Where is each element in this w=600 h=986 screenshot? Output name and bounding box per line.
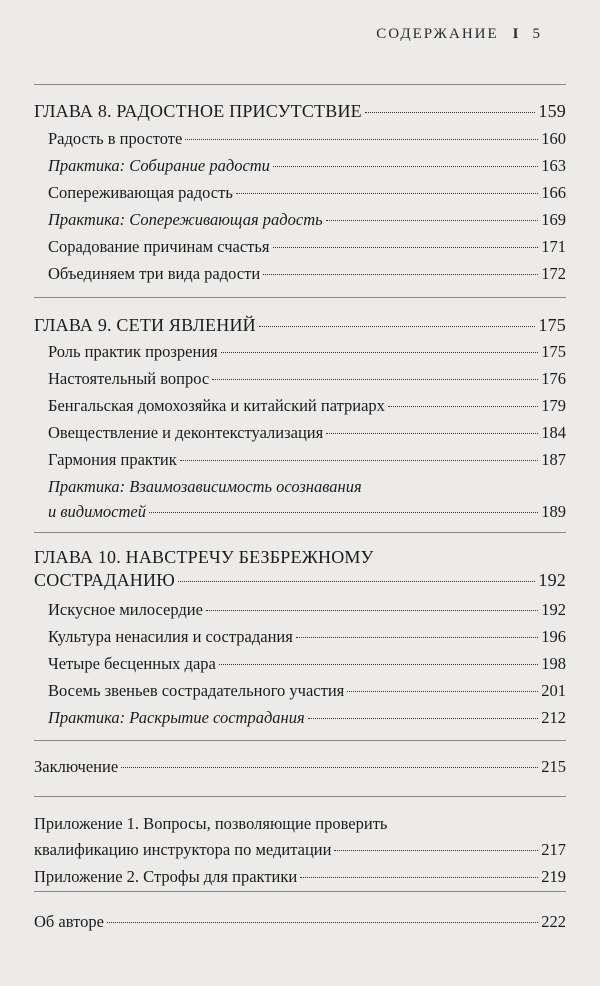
toc-chapter-8[interactable] xyxy=(34,100,566,122)
dot-leader xyxy=(308,718,539,719)
toc-page-number: 166 xyxy=(541,183,566,202)
section-rule xyxy=(34,796,566,797)
dot-leader xyxy=(365,112,536,113)
toc-chapter-9[interactable] xyxy=(34,314,566,336)
toc-entry[interactable] xyxy=(34,263,566,285)
toc-entry[interactable] xyxy=(34,449,566,471)
dot-leader xyxy=(219,664,538,665)
toc-page-number: 196 xyxy=(541,627,566,646)
toc-page-number: 198 xyxy=(541,654,566,673)
dot-leader xyxy=(149,512,538,513)
running-head-section: СОДЕРЖАНИЕ xyxy=(376,26,499,42)
toc-entry-title-line2: и видимостей xyxy=(48,502,146,521)
toc-entry-title: Настоятельный вопрос xyxy=(48,369,210,388)
toc-page-number: 187 xyxy=(541,450,566,469)
toc-entry-title-line2: квалификацию инструктора по медитации xyxy=(34,840,332,859)
toc-page-number: 219 xyxy=(541,867,566,886)
toc-entry-title: ГЛАВА 8. РАДОСТНОЕ ПРИСУТСТВИЕ xyxy=(34,101,362,121)
toc-page-number: 201 xyxy=(541,681,566,700)
dot-leader xyxy=(107,922,538,923)
dot-leader xyxy=(273,247,539,248)
toc-entry[interactable] xyxy=(34,236,566,258)
toc-page-number: 222 xyxy=(541,912,566,931)
toc-entry-title: Бенгальская домохозяйка и китайский патриарх xyxy=(48,396,385,415)
toc-entry[interactable] xyxy=(34,422,566,444)
toc-about-author[interactable] xyxy=(34,911,566,933)
toc-page-number: 159 xyxy=(538,101,566,121)
dot-leader xyxy=(185,139,538,140)
dot-leader xyxy=(259,326,536,327)
toc-page-number: 175 xyxy=(541,342,566,361)
toc-entry-practice[interactable] xyxy=(34,209,566,231)
toc-appendix-1-line1[interactable]: Приложение 1. Вопросы, позволяющие проверить xyxy=(34,814,388,833)
toc-page-number: 163 xyxy=(541,156,566,175)
toc-entry-title: Заключение xyxy=(34,757,119,776)
dot-leader xyxy=(300,877,538,878)
toc-page-number: 192 xyxy=(541,600,566,619)
toc-entry[interactable] xyxy=(34,599,566,621)
running-head-divider: I xyxy=(512,26,519,42)
toc-entry-title: Об авторе xyxy=(34,912,104,931)
dot-leader xyxy=(180,460,538,461)
toc-page-number: 179 xyxy=(541,396,566,415)
toc-entry-title-line2: СОСТРАДАНИЮ xyxy=(34,570,175,590)
toc-entry-title: Практика: Собирание радости xyxy=(48,156,270,175)
dot-leader xyxy=(206,610,538,611)
toc-conclusion[interactable] xyxy=(34,756,566,778)
toc-entry-title: Восемь звеньев сострадательного участия xyxy=(48,681,345,700)
dot-leader xyxy=(221,352,539,353)
toc-entry-title: Радость в простоте xyxy=(48,129,183,148)
dot-leader xyxy=(236,193,538,194)
dot-leader xyxy=(273,166,538,167)
dot-leader xyxy=(326,433,538,434)
toc-entry-title: Овеществление и деконтекстуализация xyxy=(48,423,324,442)
toc-chapter-10-line1[interactable]: ГЛАВА 10. НАВСТРЕЧУ БЕЗБРЕЖНОМУ xyxy=(34,547,374,567)
running-head-page-number: 5 xyxy=(532,26,542,42)
toc-entry-title: Искусное милосердие xyxy=(48,600,203,619)
dot-leader xyxy=(347,691,538,692)
dot-leader xyxy=(388,406,538,407)
toc-entry[interactable] xyxy=(34,395,566,417)
toc-page-number: 184 xyxy=(541,423,566,442)
toc-entry[interactable] xyxy=(34,368,566,390)
toc-entry-title: Роль практик прозрения xyxy=(48,342,218,361)
toc-page-number: 169 xyxy=(541,210,566,229)
toc-entry[interactable] xyxy=(34,626,566,648)
toc-entry-title-line1[interactable]: Практика: Взаимозависимость осознавания xyxy=(48,477,362,496)
toc-page-number: 160 xyxy=(541,129,566,148)
toc-entry-title: Сопереживающая радость xyxy=(48,183,233,202)
toc-entry-title: Объединяем три вида радости xyxy=(48,264,261,283)
toc-page-number: 189 xyxy=(541,502,566,521)
toc-page-number: 215 xyxy=(541,757,566,776)
toc-entry-practice[interactable] xyxy=(34,707,566,729)
dot-leader xyxy=(263,274,538,275)
toc-page-number: 172 xyxy=(541,264,566,283)
toc-entry[interactable] xyxy=(34,653,566,675)
section-rule xyxy=(34,740,566,741)
dot-leader xyxy=(334,850,538,851)
toc-page-number: 217 xyxy=(541,840,566,859)
dot-leader xyxy=(212,379,538,380)
toc-entry-practice[interactable] xyxy=(34,155,566,177)
toc-page-number: 175 xyxy=(538,315,566,335)
toc-appendix-1[interactable] xyxy=(34,839,566,861)
dot-leader xyxy=(178,581,535,582)
toc-entry-title: Гармония практик xyxy=(48,450,177,469)
toc-entry-title: Практика: Раскрытие сострадания xyxy=(48,708,305,727)
toc-entry-title: Четыре бесценных дара xyxy=(48,654,216,673)
toc-entry-practice[interactable] xyxy=(34,501,566,523)
toc-entry-title: Сорадование причинам счастья xyxy=(48,237,270,256)
toc-chapter-10[interactable] xyxy=(34,569,566,591)
dot-leader xyxy=(326,220,539,221)
dot-leader xyxy=(296,637,538,638)
section-rule xyxy=(34,532,566,533)
toc-entry-title: Практика: Сопереживающая радость xyxy=(48,210,323,229)
toc-entry[interactable] xyxy=(34,128,566,150)
toc-entry-title: Приложение 2. Строфы для практики xyxy=(34,867,298,886)
dot-leader xyxy=(121,767,538,768)
toc-appendix-2[interactable] xyxy=(34,866,566,888)
toc-entry[interactable] xyxy=(34,182,566,204)
toc-entry[interactable] xyxy=(34,341,566,363)
toc-page-number: 212 xyxy=(541,708,566,727)
section-rule xyxy=(34,297,566,298)
toc-page-number: 192 xyxy=(538,570,566,590)
toc-page-number: 171 xyxy=(541,237,566,256)
toc-entry[interactable] xyxy=(34,680,566,702)
running-head xyxy=(376,26,542,43)
section-rule xyxy=(34,84,566,85)
toc-entry-title: ГЛАВА 9. СЕТИ ЯВЛЕНИЙ xyxy=(34,315,256,335)
section-rule xyxy=(34,891,566,892)
toc-entry-title: Культура ненасилия и сострадания xyxy=(48,627,293,646)
toc-page-number: 176 xyxy=(541,369,566,388)
